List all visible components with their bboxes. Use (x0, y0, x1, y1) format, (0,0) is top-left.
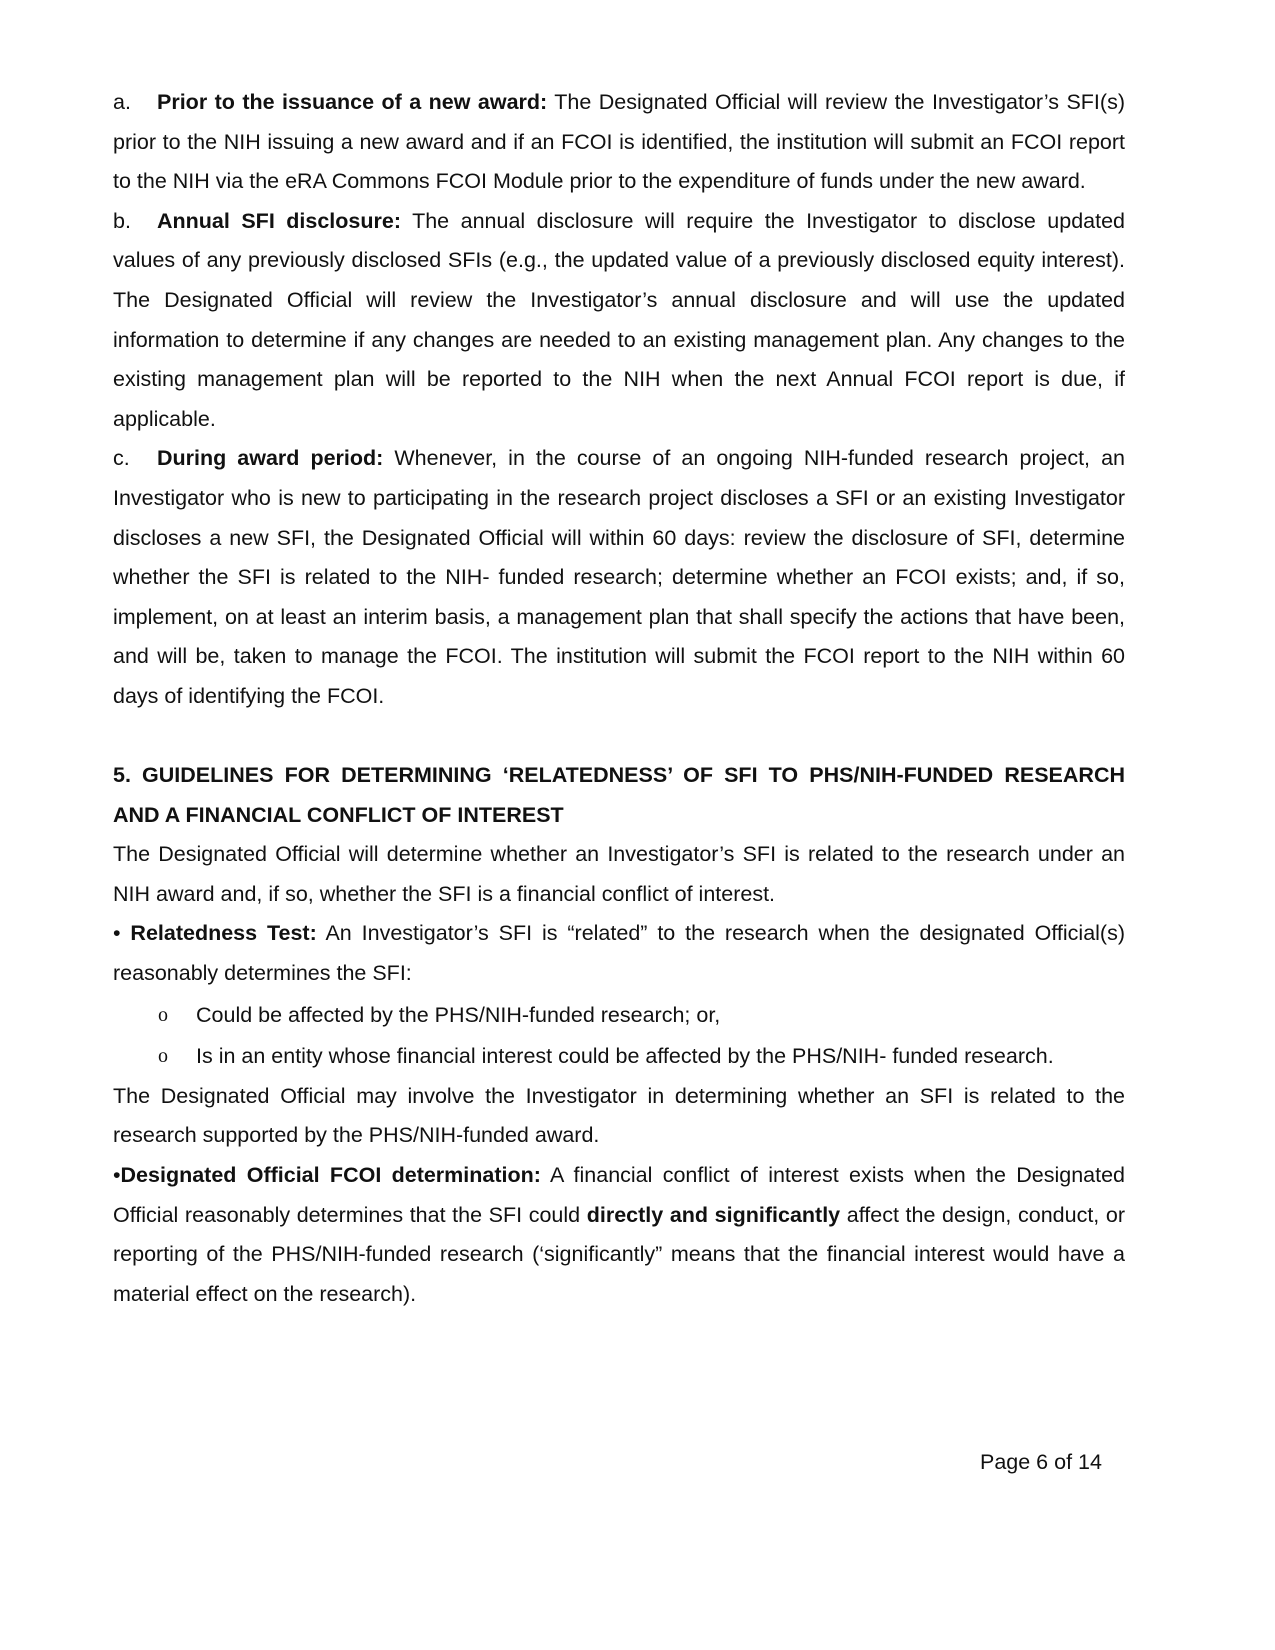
item-c (113, 439, 1125, 716)
item-text: The Designated Official will review the Investigator’s SFI(s) prior to the NIH issuing a new award and if an FCOI is identified, the institution will submit an FCOI report to the NIH via the eRA Commons FCOI Module prior to the expenditure of funds under the new award. (113, 90, 1125, 194)
fcoi-determination (113, 1156, 1125, 1314)
bullet-icon: • (113, 1163, 121, 1188)
item-label: b. (113, 208, 131, 233)
page-number: Page 6 of 14 (980, 1450, 1102, 1474)
sub-item-text: Could be affected by the PHS/NIH-funded research; or, (196, 1002, 721, 1027)
relatedness-heading: Relatedness Test: (130, 921, 317, 946)
sub-item-text: Is in an entity whose financial interest could be affected by the PHS/NIH- funded research. (196, 1044, 1054, 1069)
section-intro: The Designated Official will determine whether an Investigator’s SFI is related to the research under an NIH award and, if so, whether the SFI is a financial conflict of interest. (113, 842, 1125, 906)
item-text: The annual disclosure will require the Investigator to disclose updated values of any previously disclosed SFIs (e.g., the updated value of a previously disclosed equity interest). The Designated Official will review the Investigator’s annual disclosure and will use the updated information to determine if any changes are needed to an existing management plan. Any changes to the existing management plan will be reported to the NIH when the next Annual FCOI report is due, if applicable. (113, 208, 1125, 431)
item-label: a. (113, 90, 131, 114)
relatedness-test (113, 914, 1125, 993)
spacer (113, 717, 1125, 757)
sub-item (113, 1037, 1125, 1077)
circle-bullet-icon: o (158, 1045, 168, 1068)
item-a (113, 83, 1125, 202)
bullet-icon: • (113, 921, 121, 946)
determination-text-before: A financial conflict of interest exists when the Designated Official reasonably determines that the SFI could (113, 1163, 1125, 1227)
circle-bullet-icon: o (158, 1003, 168, 1026)
item-heading: During award period: (157, 446, 384, 471)
involve-paragraph: The Designated Official may involve the Investigator in determining whether an SFI is related to the research supported by the PHS/NIH-funded award. (113, 1083, 1125, 1148)
determination-emphasis: directly and significantly (586, 1202, 841, 1227)
item-label: c. (113, 446, 130, 471)
section-heading: 5. GUIDELINES FOR DETERMINING ‘RELATEDNESS’ OF SFI TO PHS/NIH-FUNDED RESEARCH AND A FINANCIAL CONFLICT OF INTEREST (113, 763, 1125, 827)
item-text: Whenever, in the course of an ongoing NIH-funded research project, an Investigator who is new to participating in the research project discloses a SFI or an existing Investigator discloses a new SFI, the Designated Official will within 60 days: review the disclosure of SFI, determine whether the SFI is related to the NIH- funded research; determine whether an FCOI exists; and, if so, implement, on at least an interim basis, a management plan that shall specify the actions that have been, and will be, taken to manage the FCOI. The institution will submit the FCOI report to the NIH within 60 days of identifying the FCOI. (113, 446, 1125, 708)
item-heading: Annual SFI disclosure: (157, 208, 401, 233)
item-b (113, 202, 1125, 440)
document-page (113, 83, 1125, 1314)
determination-text-after: affect the design, conduct, or reporting of the PHS/NIH-funded research (‘significantly” means that the financial interest would have a material effect on the research). (113, 1202, 1125, 1306)
sub-item (113, 996, 1125, 1036)
item-heading: Prior to the issuance of a new award: (157, 90, 548, 114)
relatedness-text: An Investigator’s SFI is “related” to the research when the designated Official(s) reasonably determines the SFI: (113, 921, 1125, 986)
determination-heading: Designated Official FCOI determination: (120, 1163, 541, 1188)
